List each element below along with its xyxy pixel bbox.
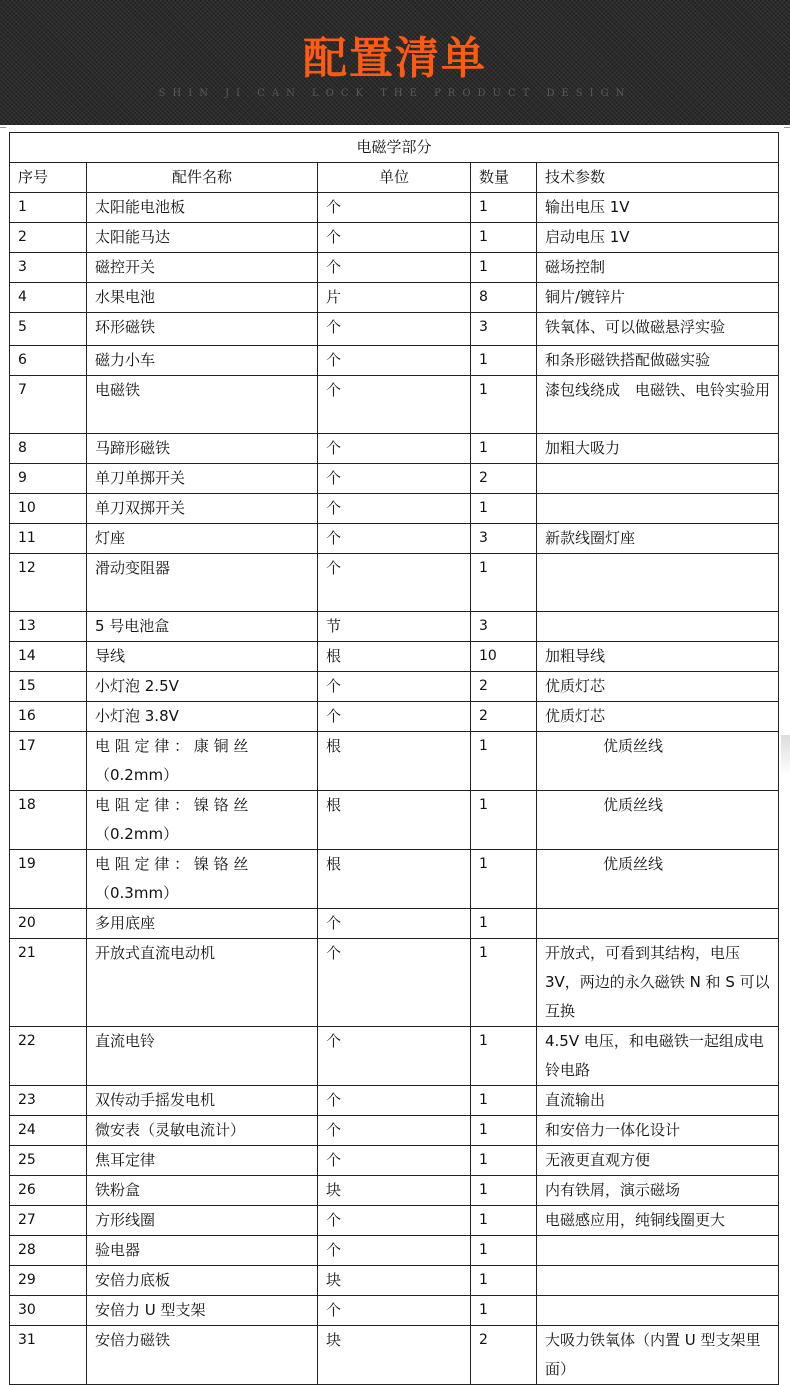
cell-name: 双传动手摇发电机 — [87, 1086, 318, 1116]
cell-qty: 1 — [471, 494, 537, 524]
cell-name: 验电器 — [87, 1236, 318, 1266]
cell-name: 安倍力磁铁 — [87, 1326, 318, 1385]
cell-name: 直流电铃 — [87, 1027, 318, 1086]
cell-qty: 1 — [471, 193, 537, 223]
table-header-row — [10, 163, 779, 193]
cell-qty: 3 — [471, 524, 537, 554]
cell-unit: 个 — [318, 1086, 471, 1116]
cell-name: 环形磁铁 — [87, 313, 318, 346]
table-row — [10, 524, 779, 554]
cell-name: 太阳能电池板 — [87, 193, 318, 223]
cell-unit: 块 — [318, 1176, 471, 1206]
cell-unit: 个 — [318, 702, 471, 732]
cell-no: 9 — [10, 464, 87, 494]
cell-name: 电 阻 定 律 ： 镍 铬 丝 （0.2mm） — [87, 791, 318, 850]
cell-qty: 1 — [471, 376, 537, 434]
cell-unit: 个 — [318, 346, 471, 376]
cell-unit: 个 — [318, 464, 471, 494]
banner-subtitle: SHIN JI CAN LOCK THE PRODUCT DESIGN — [158, 88, 632, 99]
cell-qty: 1 — [471, 939, 537, 1027]
cell-spec: 4.5V 电压，和电磁铁一起组成电铃电路 — [537, 1027, 779, 1086]
cell-spec: 漆包线绕成 电磁铁、电铃实验用 — [537, 376, 779, 434]
cell-unit: 个 — [318, 253, 471, 283]
cell-spec: 优质丝线 — [537, 850, 779, 909]
cell-qty: 1 — [471, 346, 537, 376]
cell-qty: 1 — [471, 850, 537, 909]
cell-no: 18 — [10, 791, 87, 850]
cell-spec: 优质灯芯 — [537, 702, 779, 732]
cell-qty: 1 — [471, 732, 537, 791]
table-row — [10, 642, 779, 672]
cell-no: 24 — [10, 1116, 87, 1146]
cell-no: 27 — [10, 1206, 87, 1236]
cell-qty: 1 — [471, 1086, 537, 1116]
cell-unit: 根 — [318, 791, 471, 850]
cell-qty: 3 — [471, 313, 537, 346]
table-row — [10, 850, 779, 909]
cell-spec: 无液更直观方便 — [537, 1146, 779, 1176]
cell-name: 磁控开关 — [87, 253, 318, 283]
table-row — [10, 1206, 779, 1236]
table-row — [10, 494, 779, 524]
table-row — [10, 791, 779, 850]
table-row — [10, 376, 779, 434]
cell-name: 导线 — [87, 642, 318, 672]
cell-qty: 1 — [471, 1027, 537, 1086]
cell-name: 滑动变阻器 — [87, 554, 318, 612]
cell-name: 铁粉盒 — [87, 1176, 318, 1206]
cell-spec: 输出电压 1V — [537, 193, 779, 223]
cell-no: 29 — [10, 1266, 87, 1296]
cell-no: 12 — [10, 554, 87, 612]
table-row — [10, 1086, 779, 1116]
table-row — [10, 1266, 779, 1296]
cell-unit: 根 — [318, 732, 471, 791]
cell-spec: 优质丝线 — [537, 791, 779, 850]
cell-name: 单刀双掷开关 — [87, 494, 318, 524]
cell-no: 3 — [10, 253, 87, 283]
cell-qty: 2 — [471, 1326, 537, 1385]
table-row — [10, 554, 779, 612]
cell-name: 5 号电池盒 — [87, 612, 318, 642]
cell-no: 16 — [10, 702, 87, 732]
cell-qty: 3 — [471, 612, 537, 642]
cell-unit: 个 — [318, 494, 471, 524]
cell-spec: 和条形磁铁搭配做磁实验 — [537, 346, 779, 376]
table-row — [10, 313, 779, 346]
cell-name: 微安表（灵敏电流计） — [87, 1116, 318, 1146]
cell-spec: 加粗大吸力 — [537, 434, 779, 464]
cell-no: 21 — [10, 939, 87, 1027]
table-row — [10, 283, 779, 313]
table-row — [10, 672, 779, 702]
cell-unit: 根 — [318, 850, 471, 909]
cell-spec: 直流输出 — [537, 1086, 779, 1116]
cell-unit: 个 — [318, 939, 471, 1027]
cell-unit: 个 — [318, 1116, 471, 1146]
cell-unit: 个 — [318, 313, 471, 346]
cell-qty: 10 — [471, 642, 537, 672]
cell-unit: 个 — [318, 1206, 471, 1236]
cell-qty: 1 — [471, 909, 537, 939]
cell-no: 6 — [10, 346, 87, 376]
table-row — [10, 1236, 779, 1266]
cell-no: 19 — [10, 850, 87, 909]
cell-qty: 1 — [471, 554, 537, 612]
cell-spec — [537, 494, 779, 524]
cell-qty: 1 — [471, 1296, 537, 1326]
cell-no: 2 — [10, 223, 87, 253]
table-row — [10, 1176, 779, 1206]
cell-name: 开放式直流电动机 — [87, 939, 318, 1027]
cell-qty: 1 — [471, 1116, 537, 1146]
cell-unit: 个 — [318, 1236, 471, 1266]
cell-no: 25 — [10, 1146, 87, 1176]
table-row — [10, 464, 779, 494]
cell-spec: 内有铁屑，演示磁场 — [537, 1176, 779, 1206]
table-row — [10, 434, 779, 464]
cell-unit: 根 — [318, 642, 471, 672]
cell-spec: 大吸力铁氧体（内置 U 型支架里面） — [537, 1326, 779, 1385]
cell-no: 1 — [10, 193, 87, 223]
cell-unit: 个 — [318, 193, 471, 223]
cell-spec: 铜片/镀锌片 — [537, 283, 779, 313]
cell-no: 10 — [10, 494, 87, 524]
header-qty: 数量 — [471, 163, 537, 193]
table-row — [10, 612, 779, 642]
table-row — [10, 346, 779, 376]
table-row — [10, 1146, 779, 1176]
cell-qty: 1 — [471, 223, 537, 253]
cell-spec: 优质丝线 — [537, 732, 779, 791]
cell-unit: 个 — [318, 434, 471, 464]
cell-no: 23 — [10, 1086, 87, 1116]
table-row — [10, 193, 779, 223]
header-name: 配件名称 — [87, 163, 318, 193]
cell-no: 31 — [10, 1326, 87, 1385]
cell-qty: 1 — [471, 791, 537, 850]
cell-qty: 2 — [471, 702, 537, 732]
cell-spec: 优质灯芯 — [537, 672, 779, 702]
cell-unit: 个 — [318, 223, 471, 253]
cell-name: 电 阻 定 律 ： 镍 铬 丝 （0.3mm） — [87, 850, 318, 909]
cell-spec: 开放式，可看到其结构，电压 3V，两边的永久磁铁 N 和 S 可以互换 — [537, 939, 779, 1027]
cell-unit: 个 — [318, 376, 471, 434]
table-caption-row — [10, 133, 779, 163]
divider — [784, 127, 790, 128]
cell-name: 小灯泡 3.8V — [87, 702, 318, 732]
cell-no: 26 — [10, 1176, 87, 1206]
cell-spec: 启动电压 1V — [537, 223, 779, 253]
divider — [0, 127, 6, 128]
cell-unit: 个 — [318, 672, 471, 702]
cell-unit: 个 — [318, 554, 471, 612]
table-row — [10, 1326, 779, 1385]
table-row — [10, 1296, 779, 1326]
cell-name: 多用底座 — [87, 909, 318, 939]
cell-name: 水果电池 — [87, 283, 318, 313]
cell-unit: 个 — [318, 909, 471, 939]
table-row — [10, 1027, 779, 1086]
cell-no: 13 — [10, 612, 87, 642]
cell-no: 20 — [10, 909, 87, 939]
header-no: 序号 — [10, 163, 87, 193]
cell-name: 灯座 — [87, 524, 318, 554]
table-row — [10, 732, 779, 791]
cell-unit: 片 — [318, 283, 471, 313]
cell-name: 电磁铁 — [87, 376, 318, 434]
cell-spec: 铁氧体、可以做磁悬浮实验 — [537, 313, 779, 346]
cell-spec — [537, 1236, 779, 1266]
cell-no: 17 — [10, 732, 87, 791]
cell-qty: 1 — [471, 1266, 537, 1296]
cell-name: 马蹄形磁铁 — [87, 434, 318, 464]
cell-no: 11 — [10, 524, 87, 554]
cell-qty: 1 — [471, 253, 537, 283]
header-unit: 单位 — [318, 163, 471, 193]
cell-unit: 节 — [318, 612, 471, 642]
table-caption: 电磁学部分 — [10, 133, 779, 163]
cell-name: 太阳能马达 — [87, 223, 318, 253]
cell-name: 安倍力底板 — [87, 1266, 318, 1296]
table-row — [10, 702, 779, 732]
header-spec: 技术参数 — [537, 163, 779, 193]
cell-no: 14 — [10, 642, 87, 672]
parts-table — [9, 132, 779, 1385]
cell-no: 4 — [10, 283, 87, 313]
cell-no: 5 — [10, 313, 87, 346]
table-row — [10, 253, 779, 283]
cell-no: 8 — [10, 434, 87, 464]
cell-name: 焦耳定律 — [87, 1146, 318, 1176]
cell-qty: 2 — [471, 464, 537, 494]
cell-spec — [537, 1296, 779, 1326]
cell-spec — [537, 554, 779, 612]
cell-unit: 个 — [318, 1027, 471, 1086]
cell-no: 22 — [10, 1027, 87, 1086]
cell-name: 磁力小车 — [87, 346, 318, 376]
cell-spec — [537, 1266, 779, 1296]
table-row — [10, 223, 779, 253]
cell-unit: 个 — [318, 524, 471, 554]
cell-qty: 1 — [471, 1206, 537, 1236]
cell-qty: 2 — [471, 672, 537, 702]
table-row — [10, 1116, 779, 1146]
side-mark — [781, 735, 790, 775]
cell-spec: 磁场控制 — [537, 253, 779, 283]
cell-unit: 个 — [318, 1146, 471, 1176]
cell-spec: 加粗导线 — [537, 642, 779, 672]
cell-no: 28 — [10, 1236, 87, 1266]
cell-spec — [537, 464, 779, 494]
table-row — [10, 909, 779, 939]
cell-name: 单刀单掷开关 — [87, 464, 318, 494]
cell-unit: 块 — [318, 1326, 471, 1385]
cell-name: 电 阻 定 律 ： 康 铜 丝 （0.2mm） — [87, 732, 318, 791]
cell-qty: 8 — [471, 283, 537, 313]
banner-title: 配置清单 — [303, 33, 487, 84]
cell-no: 7 — [10, 376, 87, 434]
cell-spec: 电磁感应用，纯铜线圈更大 — [537, 1206, 779, 1236]
cell-qty: 1 — [471, 434, 537, 464]
cell-name: 安倍力 U 型支架 — [87, 1296, 318, 1326]
cell-qty: 1 — [471, 1176, 537, 1206]
cell-unit: 个 — [318, 1296, 471, 1326]
cell-name: 方形线圈 — [87, 1206, 318, 1236]
cell-spec — [537, 612, 779, 642]
cell-spec: 和安倍力一体化设计 — [537, 1116, 779, 1146]
cell-no: 30 — [10, 1296, 87, 1326]
header-banner — [0, 0, 790, 125]
table-row — [10, 939, 779, 1027]
cell-spec: 新款线圈灯座 — [537, 524, 779, 554]
cell-unit: 块 — [318, 1266, 471, 1296]
cell-qty: 1 — [471, 1236, 537, 1266]
cell-name: 小灯泡 2.5V — [87, 672, 318, 702]
cell-qty: 1 — [471, 1146, 537, 1176]
cell-no: 15 — [10, 672, 87, 702]
cell-spec — [537, 909, 779, 939]
